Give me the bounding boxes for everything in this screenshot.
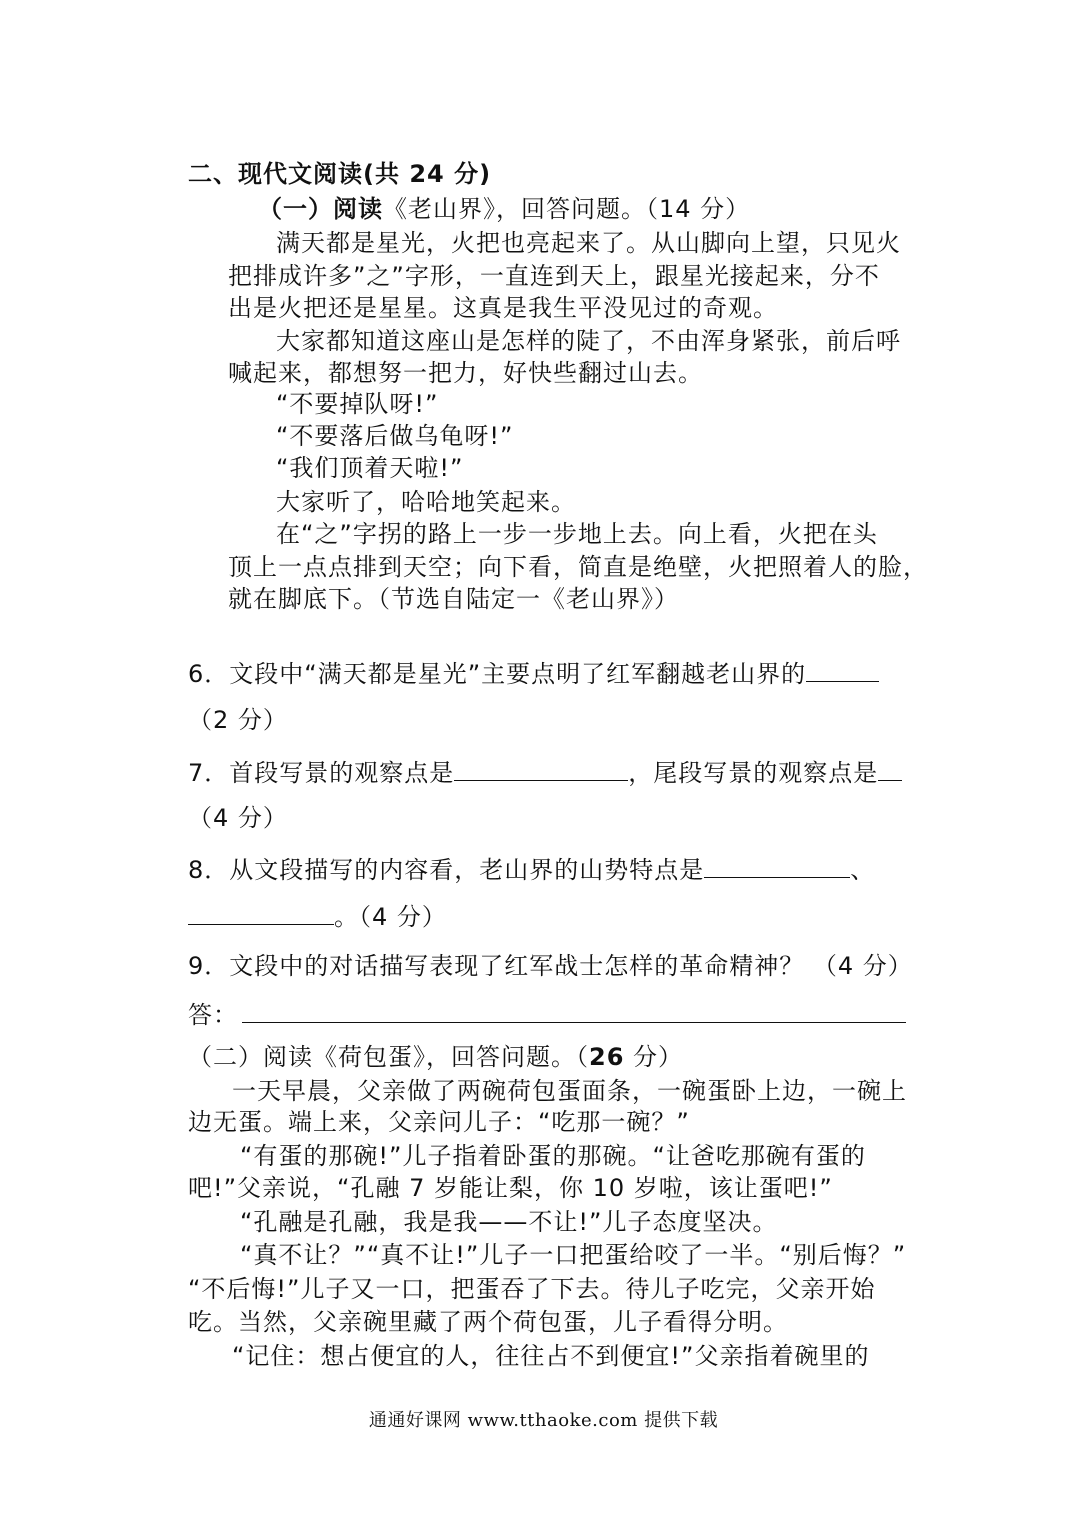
reading1-heading-rest: 《老山界》，回答问题。（14 分） [383, 195, 751, 223]
question-6 [188, 657, 879, 690]
question-7 [188, 756, 902, 789]
answer-blank-q7b[interactable] [878, 756, 902, 781]
reading2-heading [188, 1041, 683, 1073]
passage1-line: 出是火把还是星星。这真是我生平没见过的奇观。 [228, 294, 778, 322]
section-title: 二、现代文阅读(共 24 分) [188, 160, 492, 188]
answer-label: 答： [188, 1001, 238, 1029]
question-9-answer [188, 998, 906, 1031]
question-7-part1: 7．首段写景的观察点是 [188, 759, 455, 787]
passage2-line: “不后悔!”儿子又一口，把蛋吞了下去。待儿子吃完，父亲开始 [188, 1275, 876, 1303]
question-8-sep: 、 [850, 856, 876, 884]
passage2-line: “真不让？”“真不让!”儿子一口把蛋给咬了一半。“别后悔？” [240, 1241, 907, 1269]
passage2-line: “孔融是孔融，我是我——不让!”儿子态度坚决。 [240, 1208, 778, 1236]
passage1-line: 大家听了，哈哈地笑起来。 [276, 488, 576, 516]
question-8-part1: 8．从文段描写的内容看，老山界的山势特点是 [188, 856, 705, 884]
question-9: 9．文段中的对话描写表现了红军战士怎样的革命精神？ （4 分） [188, 952, 913, 980]
passage2-line: “有蛋的那碗!”儿子指着卧蛋的那碗。“让爸吃那碗有蛋的 [240, 1142, 866, 1170]
question-8 [188, 853, 875, 886]
question-6-text: 6．文段中“满天都是星光”主要点明了红军翻越老山界的 [188, 660, 807, 688]
question-7-part2: ，尾段写景的观察点是 [628, 759, 879, 787]
passage1-line: 大家都知道这座山是怎样的陡了，不由浑身紧张，前后呼 [276, 327, 901, 355]
reading2-heading-b: 26 [589, 1043, 625, 1071]
passage1-line: 把排成许多”之”字形，一直连到天上，跟星光接起来，分不 [228, 262, 880, 290]
answer-line-q9[interactable] [242, 998, 906, 1023]
passage1-line: 喊起来，都想努一把力，好快些翻过山去。 [228, 359, 703, 387]
answer-blank-q8b[interactable] [188, 900, 334, 925]
question-6-score: （2 分） [188, 706, 288, 734]
reading2-heading-c: 分） [624, 1043, 684, 1071]
page-footer: 通通好课网 www.tthaoke.com 提供下载 [368, 1410, 719, 1431]
question-7-score: （4 分） [188, 804, 288, 832]
passage1-line: 满天都是星光，火把也亮起来了。从山脚向上望，只见火 [276, 229, 901, 257]
reading2-heading-a: （二）阅读《荷包蛋》，回答问题。（ [188, 1043, 589, 1071]
reading1-heading-bold: （一）阅读 [258, 195, 383, 223]
passage1-line: 在“之”字拐的路上一步一步地上去。向上看，火把在头 [276, 520, 878, 548]
passage1-dialogue: “我们顶着天啦!” [276, 454, 464, 482]
passage1-dialogue: “不要落后做乌龟呀!” [276, 422, 514, 450]
question-8-cont [188, 900, 447, 933]
answer-blank-q8a[interactable] [704, 853, 850, 878]
passage2-line: 吃。当然，父亲碗里藏了两个荷包蛋，儿子看得分明。 [188, 1308, 788, 1336]
passage2-line: 边无蛋。端上来，父亲问儿子：“吃那一碗？” [188, 1108, 690, 1136]
answer-blank-q6[interactable] [806, 657, 879, 682]
answer-blank-q7a[interactable] [454, 756, 628, 781]
passage2-line: 一天早晨，父亲做了两碗荷包蛋面条，一碗蛋卧上边，一碗上 [232, 1077, 907, 1105]
passage2-line: “记住：想占便宜的人，往往占不到便宜!”父亲指着碗里的 [232, 1342, 870, 1370]
passage1-dialogue: “不要掉队呀!” [276, 390, 439, 418]
passage1-line: 就在脚底下。（节选自陆定一《老山界》） [228, 585, 679, 613]
passage2-line: 吧!”父亲说，“孔融 7 岁能让梨，你 10 岁啦，该让蛋吧!” [188, 1174, 833, 1202]
reading1-heading [258, 193, 750, 225]
passage1-line: 顶上一点点排到天空；向下看，简直是绝壁，火把照着人的脸， [228, 553, 928, 581]
question-8-tail: 。（4 分） [334, 903, 447, 931]
